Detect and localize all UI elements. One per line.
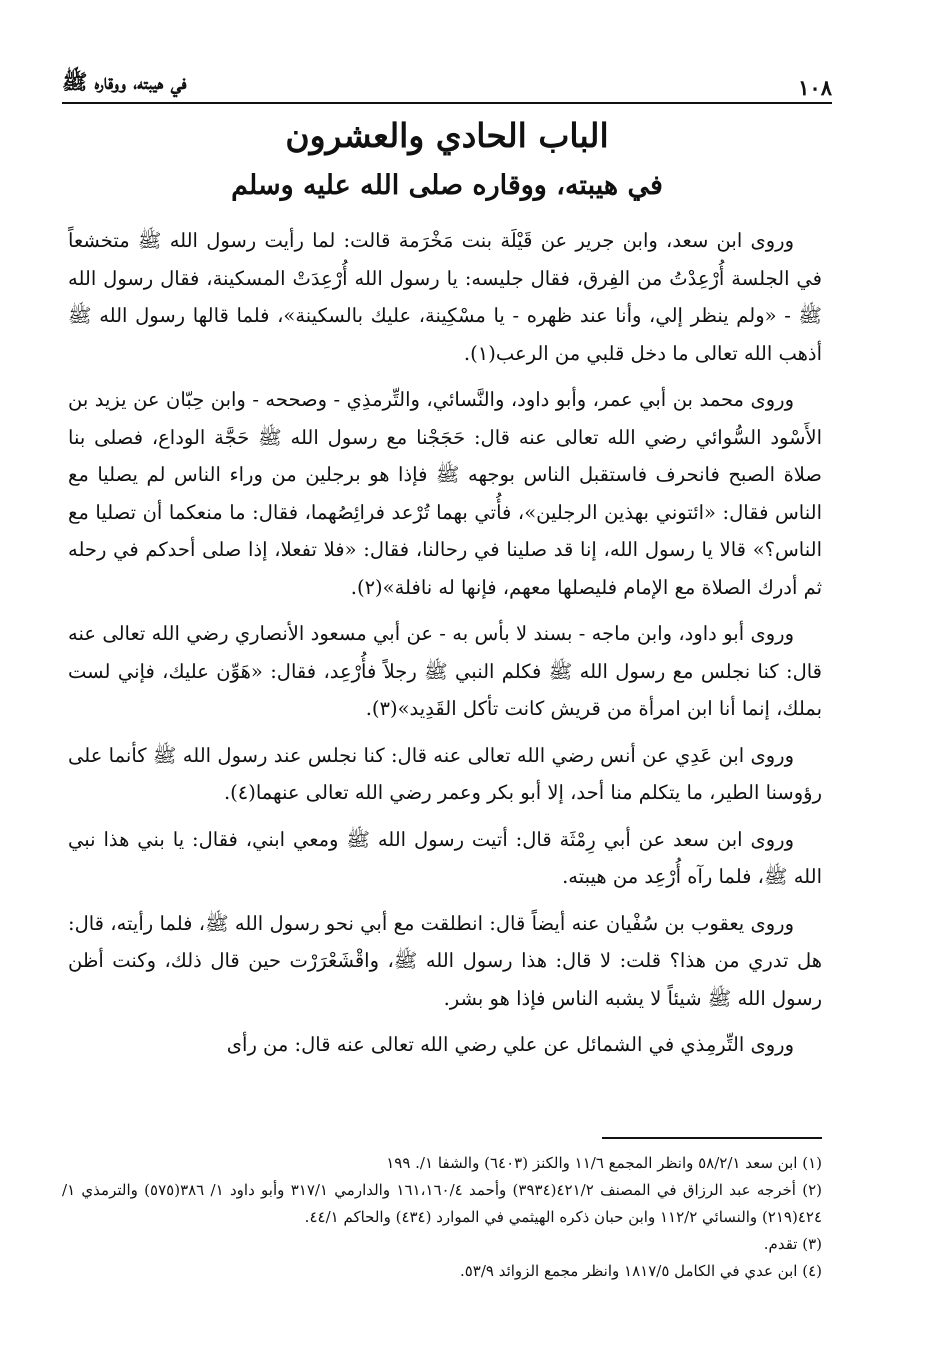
footnote: (٤) ابن عدي في الكامل ١٨١٧/٥ وانظر مجمع الزوائد ٥٣/٩. <box>459 1262 822 1280</box>
paragraph: وروى ابن عَدِي عن أنس رضي الله تعالى عنه قال: كنا نجلس عند رسول الله ﷺ كأنما على رؤوسنا الطير، ما يتكلم منا أحد، إلا أبو بكر وعمر رضي الله تعالى عنهما(٤). <box>68 743 822 804</box>
running-title: في هيبته، ووقاره ﷺ <box>62 69 187 94</box>
paragraph: وروى محمد بن أبي عمر، وأبو داود، والنَّسائي، والتِّرمذِي - وصححه - وابن حِبّان عن يزيد بن الأَسْود السُّوائي رضي الله تعالى عنه قال: حَجَجْنا مع رسول الله ﷺ حَجَّة الوداع، فصلى بنا صلاة الصبح فانحرف فاستقبل الناس بوجهه ﷺ فإذا هو برجلين من وراء الناس لم يصليا مع الناس فقال: «ائتوني بهذين الرجلين»، فأُتي بهما تُرْعد فرائِصُهما، فقال: ما منعكما أن تصليا مع الناس؟» قالا يا رسول الله، إنا قد صلينا في رحالنا، فقال: «فلا تفعلا، إذا صلى أحدكم في رحله ثم أدرك الصلاة مع الإمام فليصلها معهم، فإنها له نافلة»(٢). <box>68 388 822 599</box>
page-number: ١٠٨ <box>798 75 832 100</box>
chapter-title: الباب الحادي والعشرون <box>285 116 609 155</box>
paragraph: وروى يعقوب بن سُفْيان عنه أيضاً قال: انطلقت مع أبي نحو رسول الله ﷺ، فلما رأيته، قال: هل تدري من هذا؟ قلت: لا قال: هذا رسول الله ﷺ، واقْشَعْرَرْت حين قال ذلك، وكنت أظن رسول الله ﷺ شيئاً لا يشبه الناس فإذا هو بشر. <box>68 911 822 1010</box>
footnote: (٢) أخرجه عبد الرزاق في المصنف ٤٢١/٢(٣٩٣٤) وأحمد ١٦١،١٦٠/٤ والدارمي ٣١٧/١ وأبو داود ١/ ٣٨٦(٥٧٥) والترمذي ١/ ٤٢٤(٢١٩) والنسائي ١١٢/٢ وابن حبان ذكره الهيثمي في الموارد (٤٣٤) والحاكم ٤٤/١. <box>62 1181 822 1226</box>
paragraph: وروى التِّرمِذي في الشمائل عن علي رضي الله تعالى عنه قال: من رأى <box>226 1033 794 1056</box>
body-text <box>68 222 822 1073</box>
paragraph: وروى أبو داود، وابن ماجه - بسند لا بأس به - عن أبي مسعود الأنصاري رضي الله تعالى عنه قال: كنا نجلس مع رسول الله ﷺ فكلم النبي ﷺ رجلاً فأُرْعِد، فقال: «هَوِّن عليك، فإني لست بملك، إنما أنا ابن امرأة من قريش كانت تأكل القَدِيد»(٣). <box>68 622 822 720</box>
paragraph: وروى ابن سعد، وابن جرير عن قَيْلَة بنت مَخْرَمة قالت: لما رأيت رسول الله ﷺ متخشعاً في الجلسة أُرْعِدْتُ من الفِرق، فقال جليسه: يا رسول الله أُرْعِدَتْ المسكينة، فقال رسول الله ﷺ - «ولم ينظر إلي، وأنا عند ظهره - يا مسْكِينة، عليك بالسكينة»، فلما قالها رسول الله ﷺ أذهب الله تعالى ما دخل قلبي من الرعب(١). <box>68 229 822 365</box>
paragraph: وروى ابن سعد عن أبي رِمْثَة قال: أتيت رسول الله ﷺ ومعي ابني، فقال: يا بني هذا نبي الله ﷺ، فلما رآه أُرْعِد من هيبته. <box>68 827 822 888</box>
footnote: (١) ابن سعد ٥٨/٢/١ وانظر المجمع ١١/٦ والكنز (٦٤٠٣) والشفا ١/. ١٩٩ <box>386 1154 822 1172</box>
footnote: (٣) تقدم. <box>763 1235 822 1253</box>
header-rule <box>62 102 832 104</box>
chapter-subtitle: في هيبته، ووقاره صلى الله عليه وسلم <box>231 170 663 201</box>
footnote-rule <box>602 1137 822 1139</box>
footnotes <box>62 1150 822 1285</box>
running-header <box>62 60 832 100</box>
